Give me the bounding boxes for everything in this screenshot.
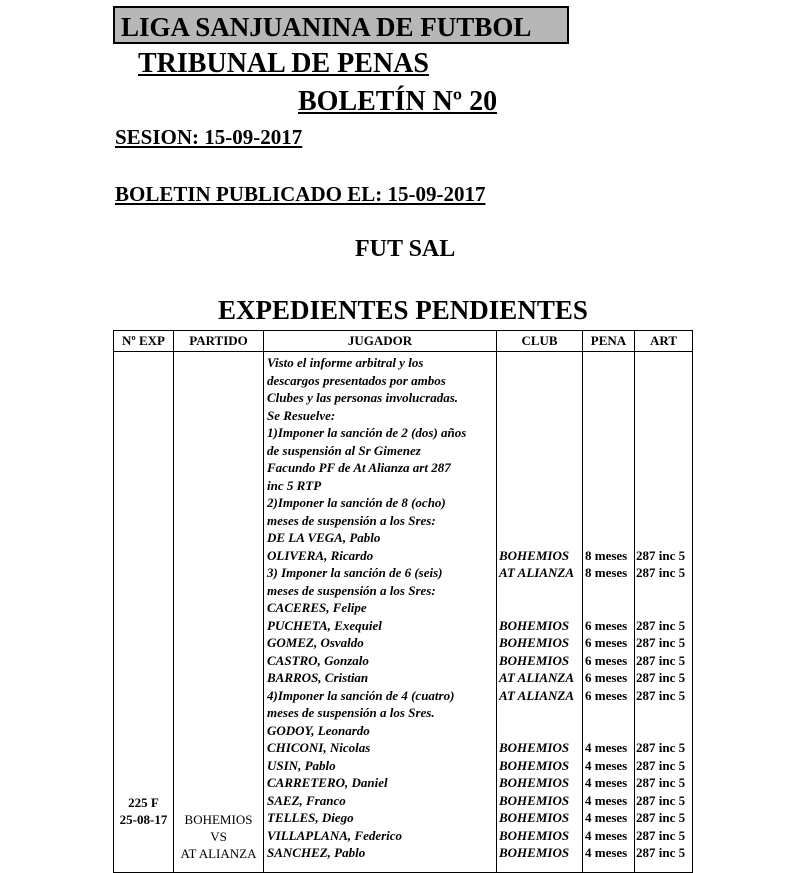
- club-value: BOHEMIOS: [499, 827, 570, 843]
- column-header: PENA: [583, 331, 635, 352]
- resolution-line: PUCHETA, Exequiel: [267, 617, 382, 633]
- art-value: 287 inc 5: [636, 635, 686, 650]
- expediente-cell: [114, 352, 174, 873]
- art-value: 287 inc 5: [636, 687, 686, 703]
- pena-value: 6 meses: [585, 652, 628, 668]
- resolution-line: meses de suspensión a los Sres.: [267, 705, 435, 720]
- column-header: PARTIDO: [174, 331, 264, 352]
- club-value: BOHEMIOS: [499, 617, 570, 633]
- pena-value: 4 meses: [585, 810, 628, 825]
- club-value: AT ALIANZA: [499, 687, 575, 703]
- club-value: BOHEMIOS: [499, 635, 570, 650]
- bulletin-number: BOLETÍN Nº 20: [298, 86, 498, 117]
- match-cell: [174, 352, 264, 873]
- pena-value: 8 meses: [585, 565, 628, 580]
- expediente-number: 225 F: [128, 795, 159, 810]
- column-header: CLUB: [497, 331, 583, 352]
- resolution-line: CARRETERO, Daniel: [267, 775, 388, 790]
- resolution-line: Facundo PF de At Alianza art 287: [267, 460, 451, 475]
- art-value: 287 inc 5: [636, 547, 686, 563]
- club-value: BOHEMIOS: [499, 652, 570, 668]
- art-value: 287 inc 5: [636, 757, 686, 773]
- resolution-line: VILLAPLANA, Federico: [267, 827, 403, 843]
- resolution-line: 2)Imponer la sanción de 8 (ocho): [267, 495, 446, 510]
- pena-value: 8 meses: [585, 547, 628, 563]
- club-value: BOHEMIOS: [499, 775, 570, 790]
- resolution-line: SAEZ, Franco: [267, 792, 346, 808]
- resolution-line: CACERES, Felipe: [267, 600, 367, 615]
- art-value: 287 inc 5: [636, 792, 686, 808]
- resolution-line: USIN, Pablo: [267, 757, 336, 773]
- expediente-date: 25-08-17: [119, 812, 168, 827]
- pena-value: 4 meses: [585, 827, 628, 843]
- column-header: Nº EXP: [114, 331, 174, 352]
- club-value: AT ALIANZA: [499, 565, 575, 580]
- pena-value: 4 meses: [585, 740, 628, 755]
- club-value: BOHEMIOS: [499, 845, 570, 860]
- art-value: 287 inc 5: [636, 810, 686, 825]
- match-vs: VS: [210, 829, 227, 844]
- pena-value: 4 meses: [585, 775, 628, 790]
- art-value: 287 inc 5: [636, 845, 686, 860]
- art-value: 287 inc 5: [636, 740, 686, 755]
- column-header: JUGADOR: [264, 331, 497, 352]
- tribunal-title: TRIBUNAL DE PENAS: [138, 48, 429, 79]
- club-value: BOHEMIOS: [499, 547, 570, 563]
- resolution-line: Visto el informe arbitral y los: [267, 355, 424, 370]
- art-value: 287 inc 5: [636, 565, 686, 580]
- pena-cell: [583, 352, 635, 873]
- resolution-line: CHICONI, Nicolas: [267, 740, 371, 755]
- pena-value: 6 meses: [585, 617, 628, 633]
- resolution-line: Clubes y las personas involucradas.: [267, 390, 459, 405]
- column-header: ART: [635, 331, 693, 352]
- table-header-row: [114, 331, 693, 352]
- pena-value: 6 meses: [585, 687, 628, 703]
- pena-value: 4 meses: [585, 757, 628, 773]
- session-date: SESION: 15-09-2017: [115, 125, 303, 149]
- published-date: BOLETIN PUBLICADO EL: 15-09-2017: [115, 182, 486, 206]
- league-title: LIGA SANJUANINA DE FUTBOL: [113, 6, 569, 44]
- club-value: BOHEMIOS: [499, 792, 570, 808]
- resolution-line: BARROS, Cristian: [267, 670, 369, 685]
- pena-value: 6 meses: [585, 670, 628, 685]
- club-value: AT ALIANZA: [499, 670, 575, 685]
- resolution-line: Se Resuelve:: [267, 407, 336, 423]
- sanctions-table: [113, 330, 693, 873]
- table-row: [114, 352, 693, 873]
- club-value: BOHEMIOS: [499, 740, 570, 755]
- resolution-line: TELLES, Diego: [267, 810, 354, 825]
- resolution-line: GODOY, Leonardo: [267, 722, 370, 738]
- art-value: 287 inc 5: [636, 652, 686, 668]
- resolution-line: 4)Imponer la sanción de 4 (cuatro): [267, 687, 455, 703]
- resolution-line: descargos presentados por ambos: [267, 372, 446, 388]
- art-cell: [635, 352, 693, 873]
- resolution-line: SANCHEZ, Pablo: [267, 845, 366, 860]
- pena-value: 4 meses: [585, 792, 628, 808]
- resolution-line: 3) Imponer la sanción de 6 (seis): [267, 565, 443, 580]
- art-value: 287 inc 5: [636, 775, 686, 790]
- resolution-line: GOMEZ, Osvaldo: [267, 635, 364, 650]
- resolution-line: OLIVERA, Ricardo: [267, 547, 374, 563]
- match-away: AT ALIANZA: [180, 846, 257, 861]
- resolution-line: de suspensión al Sr Gimenez: [267, 442, 421, 458]
- resolution-line: DE LA VEGA, Pablo: [267, 530, 381, 545]
- club-cell: [497, 352, 583, 873]
- resolution-line: inc 5 RTP: [267, 477, 322, 493]
- resolution-cell: [264, 352, 497, 873]
- art-value: 287 inc 5: [636, 827, 686, 843]
- subsection-title: EXPEDIENTES PENDIENTES: [218, 295, 588, 325]
- art-value: 287 inc 5: [636, 617, 686, 633]
- resolution-line: 1)Imponer la sanción de 2 (dos) años: [267, 425, 467, 440]
- section-title: FUT SAL: [355, 236, 456, 262]
- pena-value: 4 meses: [585, 845, 628, 860]
- club-value: BOHEMIOS: [499, 810, 570, 825]
- pena-value: 6 meses: [585, 635, 628, 650]
- resolution-line: meses de suspensión a los Sres:: [267, 582, 436, 598]
- resolution-line: CASTRO, Gonzalo: [267, 652, 369, 668]
- art-value: 287 inc 5: [636, 670, 686, 685]
- match-home: BOHEMIOS: [184, 812, 253, 827]
- resolution-line: meses de suspensión a los Sres:: [267, 512, 436, 528]
- club-value: BOHEMIOS: [499, 757, 570, 773]
